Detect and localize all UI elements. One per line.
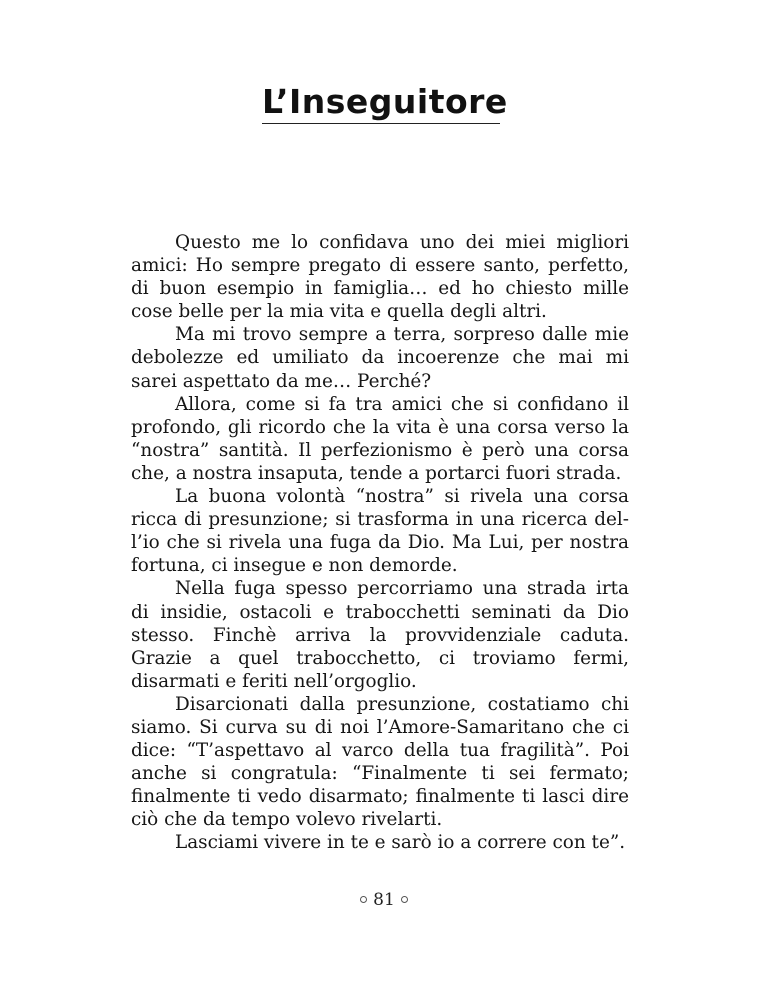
page-number: 81 xyxy=(373,890,395,910)
paragraph-1: Questo me lo confidava uno dei miei migliori amici: Ho sempre pregato di essere santo, perfetto, di buon esempio in famiglia… ed ho chiesto mille cose belle per la mia vita e quella degli altri. xyxy=(131,232,629,323)
paragraph-4: La buona volontà “nostra” si rivela una corsa ricca di presunzione; si trasforma in una ricerca dell’io che si rivela una fuga da Dio. Ma Lui, per nostra fortuna, ci insegue e non demorde. xyxy=(131,486,629,577)
paragraph-7: Lasciami vivere in te e sarò io a correre con te”. xyxy=(175,832,626,854)
paragraph-5: Nella fuga spesso percorriamo una strada irta di insidie, ostacoli e trabocchetti seminati da Dio stesso. Finchè arriva la provvidenziale caduta. Grazie a quel trabocchetto, ci troviamo fermi, disarmati e feriti nell’orgoglio. xyxy=(131,578,629,692)
page-title: L’Inseguitore xyxy=(262,82,508,121)
paragraph-2: Ma mi trovo sempre a terra, sorpreso dalle mie debolezze ed umiliato da incoerenze che mai mi sarei aspettato da me… Perché? xyxy=(131,324,629,392)
page-folio xyxy=(0,889,768,911)
paragraph-6: Disarcionati dalla presunzione, costatiamo chi siamo. Si curva su di noi l’Amore-Samaritano che ci dice: “T’aspettavo al varco della tua fragilità”. Poi anche si congratula: “Finalmente ti sei fermato; finalmente ti vedo disarmato; finalmente ti lasci dire ciò che da tempo volevo rivelarti. xyxy=(131,693,629,831)
folio-left-ornament-icon xyxy=(360,896,367,903)
body-text xyxy=(131,231,629,855)
title-underline xyxy=(262,123,500,124)
folio-right-ornament-icon xyxy=(401,896,408,903)
paragraph-3: Allora, come si fa tra amici che si confidano il profondo, gli ricordo che la vita è una corsa verso la “nostra” santità. Il perfezionismo è però una corsa che, a nostra insaputa, tende a portarci fuori strada. xyxy=(131,393,629,484)
